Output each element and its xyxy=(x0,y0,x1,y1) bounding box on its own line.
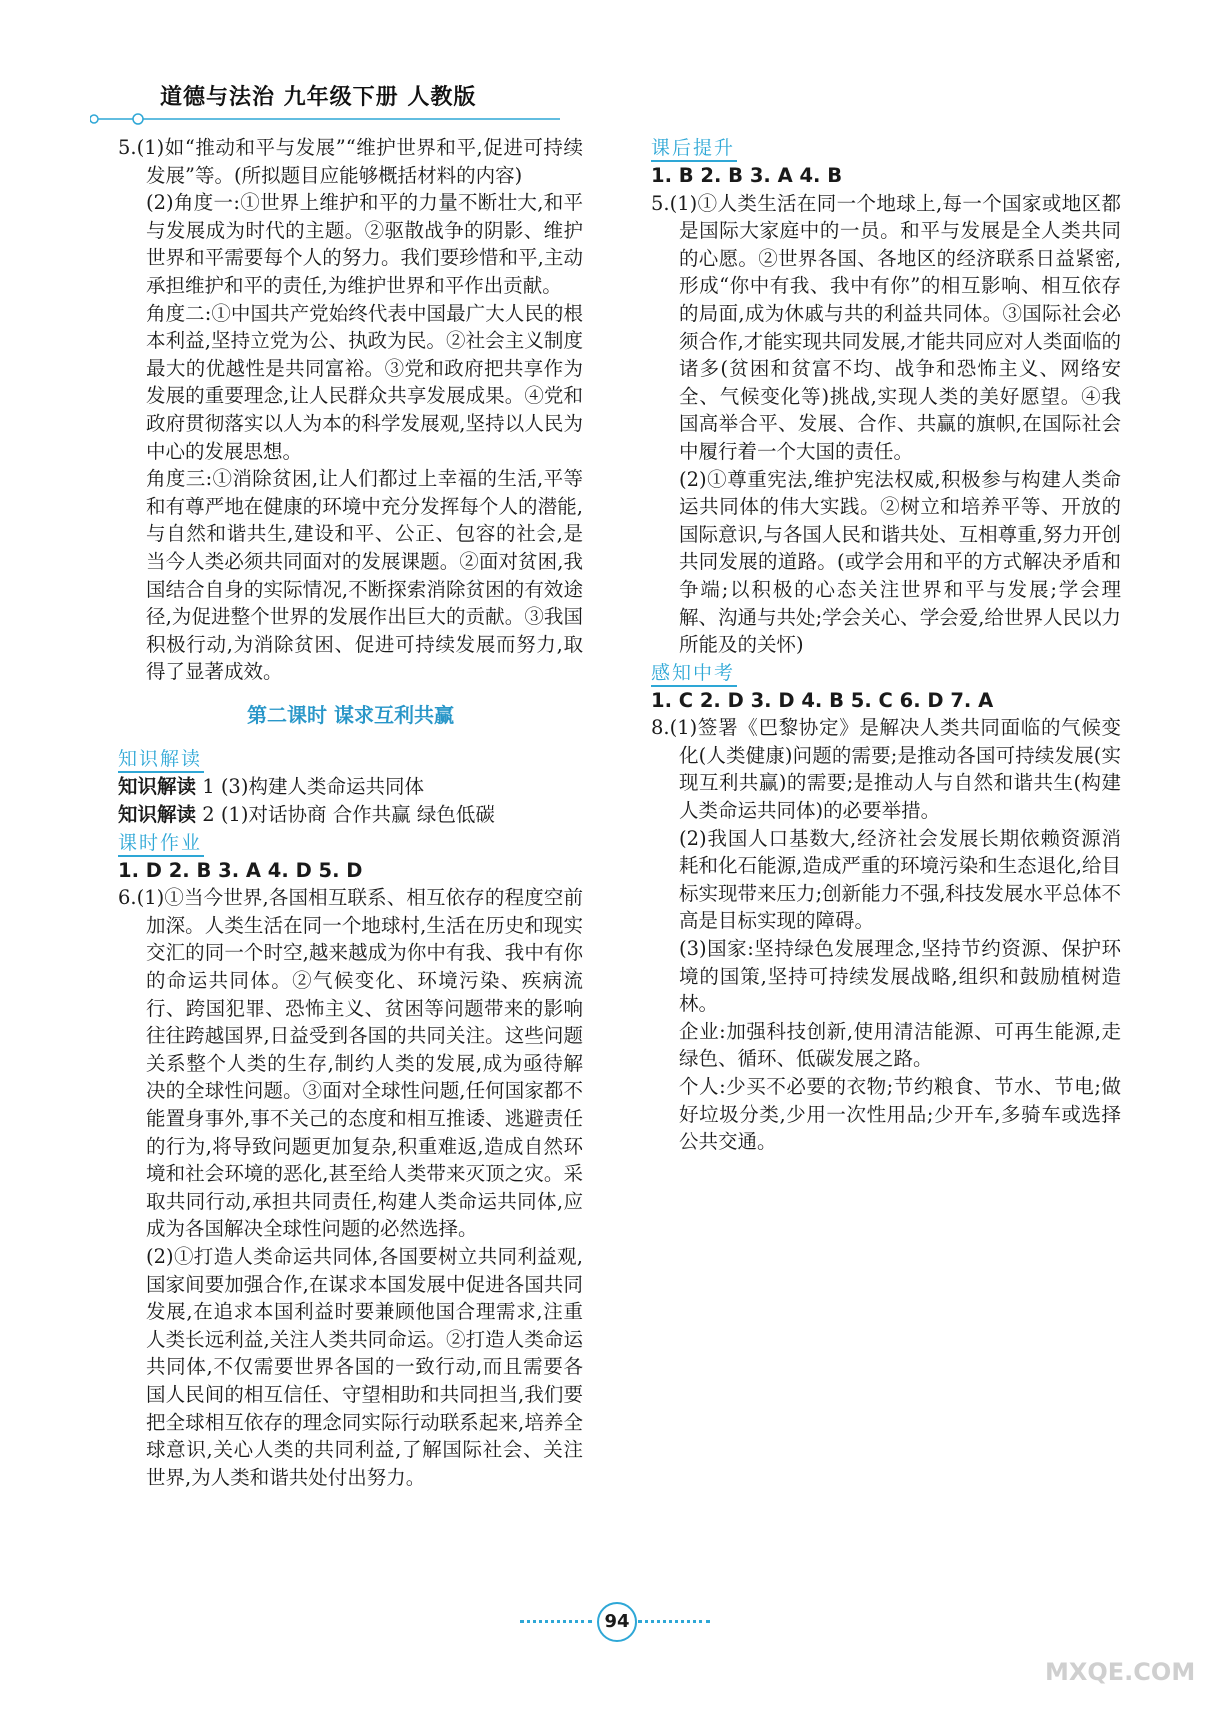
q5-part2: (2)角度一:①世界上维护和平的力量不断壮大,和平与发展成为时代的主题。②驱散战争的阴影、维护世界和平需要每个人的努力。我们要珍惜和平,主动承担维护和平的责任,为维护世界和平作出贡献。 xyxy=(146,191,583,297)
book-title: 道德与法治 九年级下册 人教版 xyxy=(160,85,477,110)
left-column xyxy=(118,134,583,1491)
knowledge-item-2 xyxy=(118,801,583,829)
after-q5-part2: (2)①尊重宪法,维护宪法权威,积极参与构建人类命运共同体的伟大实践。②树立和培养平等、开放的国际意识,与各国人民和谐共处、互相尊重,努力开创共同发展的道路。(或学会用和平的方式解决矛盾和争端;以积极的心态关注世界和平与发展;学会理解、沟通与共处;学会关心、学会爱,给世界人民以力所能及的关怀) xyxy=(679,467,1121,657)
right-column xyxy=(651,134,1121,1156)
page-footer xyxy=(520,1598,710,1644)
watermark: MXQE.COM xyxy=(1045,1658,1196,1686)
section-after-class: 课后提升 xyxy=(651,136,737,162)
footer-dots-left xyxy=(520,1620,592,1623)
knowledge-text: 1 (3)构建人类命运共同体 xyxy=(196,775,424,799)
q8-part5: 个人:少买不必要的衣物;节约粮食、节水、节电;做好垃圾分类,少用一次性用品;少开车,多骑车或选择公共交通。 xyxy=(679,1075,1121,1154)
q5-part3: 角度二:①中国共产党始终代表中国最广大人民的根本利益,坚持立党为公、执政为民。②社会主义制度最大的优越性是共同富裕。③党和政府把共享作为发展的重要理念,让人民群众共享发展成果。④党和政府贯彻落实以人为本的科学发展观,坚持以人民为中心的发展思想。 xyxy=(146,301,583,463)
q8-part4: 企业:加强科技创新,使用清洁能源、可再生能源,走绿色、循环、低碳发展之路。 xyxy=(679,1019,1121,1071)
after-q5-part1: 5.(1)①人类生活在同一个地球上,每一个国家或地区都是国际大家庭中的一员。和平与发展是全人类共同的心愿。②世界各国、各地区的经济联系日益紧密,形成“你中有我、我中有你”的相互影响、相互依存的局面,成为休戚与共的利益共同体。③国际社会必须合作,才能实现共同发展,才能共同应对人类面临的诸多(贫困和贫富不均、战争和恐怖主义、网络安全、气候变化等)挑战,实现人类的美好愿望。④我国高举合平、发展、合作、共赢的旗帜,在国际社会中履行着一个大国的责任。 xyxy=(651,191,1121,463)
section-knowledge: 知识解读 xyxy=(118,747,204,773)
q6-part2: (2)①打造人类命运共同体,各国要树立共同利益观,国家间要加强合作,在谋求本国发展中促进各国共同发展,在追求本国利益时要兼顾他国合理需求,注重人类长远利益,关注人类共同命运。②打造人类命运共同体,不仅需要世界各国的一致行动,而且需要各国人民间的相互信任、守望相助和共同担当,我们要把全球相互依存的理念同实际行动联系起来,培养全球意识,关心人类的共同利益,了解国际社会、关注世界,为人类和谐共处付出努力。 xyxy=(146,1244,583,1489)
exam-choice-answers: 1. C 2. D 3. D 4. B 5. C 6. D 7. A xyxy=(651,688,994,712)
q8-part1: 8.(1)签署《巴黎协定》是解决人类共同面临的气候变化(人类健康)问题的需要;是推动各国可持续发展(实现互利共赢)的需要;是推动人与自然和谐共生(构建人类命运共同体)的必要举措。 xyxy=(651,716,1121,823)
header-decoration xyxy=(90,113,560,125)
q5-part1: 5.(1)如“推动和平与发展”“维护世界和平,促进可持续发展”等。(所拟题目应能够概括材料的内容) xyxy=(118,136,583,187)
page-number: 94 xyxy=(597,1602,637,1642)
lesson-title: 第二课时 谋求互利共赢 xyxy=(247,702,454,727)
knowledge-label: 知识解读 xyxy=(118,803,197,827)
section-homework: 课时作业 xyxy=(118,831,204,857)
knowledge-text: 2 (1)对话协商 合作共赢 绿色低碳 xyxy=(196,803,495,827)
q8-part3: (3)国家:坚持绿色发展理念,坚持节约资源、保护环境的国策,坚持可持续发展战略,组织和鼓励植树造林。 xyxy=(679,937,1121,1016)
q8-part2: (2)我国人口基数大,经济社会发展长期依赖资源消耗和化石能源,造成严重的环境污染和生态退化,给目标实现带来压力;创新能力不强,科技发展水平总体不高是目标实现的障碍。 xyxy=(679,826,1121,933)
section-exam: 感知中考 xyxy=(651,661,737,687)
page-header xyxy=(90,72,560,122)
homework-choice-answers: 1. D 2. B 3. A 4. D 5. D xyxy=(118,858,363,882)
after-class-choice-answers: 1. B 2. B 3. A 4. B xyxy=(651,164,843,187)
q5-part4: 角度三:①消除贫困,让人们都过上幸福的生活,平等和有尊严地在健康的环境中充分发挥每个人的潜能,与自然和谐共生,建设和平、公正、包容的社会,是当今人类必须共同面对的发展课题。②面对贫困,我国结合自身的实际情况,不断探索消除贫困的有效途径,为促进整个世界的发展作出巨大的贡献。③我国积极行动,为消除贫困、促进可持续发展而努力,取得了显著成效。 xyxy=(146,467,583,684)
knowledge-label: 知识解读 xyxy=(118,775,197,799)
q6-part1: 6.(1)①当今世界,各国相互联系、相互依存的程度空前加深。人类生活在同一个地球村,生活在历史和现实交汇的同一个时空,越来越成为你中有我、我中有你的命运共同体。②气候变化、环境污染、疾病流行、跨国犯罪、恐怖主义、贫困等问题带来的影响往往跨越国界,日益受到各国的共同关注。这些问题关系整个人类的生存,制约人类的发展,成为亟待解决的全球性问题。③面对全球性问题,任何国家都不能置身事外,事不关己的态度和相互推诿、逃避责任的行为,将导致问题更加复杂,积重难返,造成自然环境和社会环境的恶化,甚至给人类带来灭顶之灾。采取共同行动,承担共同责任,构建人类命运共同体,应成为各国解决全球性问题的必然选择。 xyxy=(118,886,583,1241)
footer-dots-right xyxy=(638,1620,710,1623)
knowledge-item-1 xyxy=(118,773,583,801)
